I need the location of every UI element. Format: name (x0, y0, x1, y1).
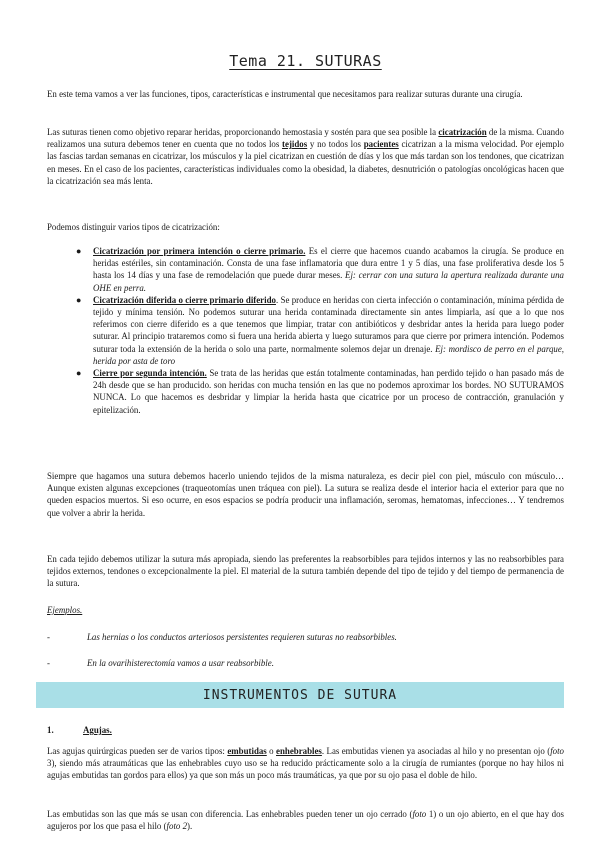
term-enhebrables: enhebrables (276, 746, 322, 756)
needles-text-e: 3), siendo más atraumáticas que las enhebrables cuyo uso se ha reducido prácticamente solo a la cirugía de rumiantes (porque no hay hilos ni agujas embutidas tan gordos para ellos) ya que son más un poco más traumáticas, ya que por su ojo pasa el doble de hilo. (47, 758, 564, 781)
needles-text-c: o (266, 746, 277, 756)
bullet-item-deferred (47, 294, 564, 367)
term-tejidos: tejidos (282, 139, 308, 150)
bullet-head: Cicatrización diferida o cierre primario diferido (93, 294, 276, 305)
objective-text-e: cicatrizan a la misma velocidad. Por ejemplo las fascias tardan semanas en cicatrizar, los músculos y la piel cicatrizan en cuestión de días y los que más tardan son los tendones, que cicatrizan en meses. En el caso de los pacientes, características individuales como la obesidad, la diabetes, desnutrición o patologías oncológicas hacen que la cicatrización sea más lenta. (47, 139, 564, 186)
bullet-dot-icon: ● (76, 368, 82, 379)
bullet-body: Se trata de las heridas que están totalmente contaminadas, han perdido tejido o han pasado más de 24h desde que se han producido. son heridas con mucha tensión en las que no podemos aproximar los bordes. NO SUTURAMOS NUNCA. Lo que hacemos es desbridar y limpiar la herida hasta que cicatrice por un proceso de contracción, granulación y epitelización. (93, 368, 564, 415)
objective-text-a: Las suturas tienen como objetivo reparar heridas, proporcionando hemostasia y sostén para que sea posible la (47, 127, 439, 137)
intro-text: En este tema vamos a ver las funciones, tipos, características e instrumental que necesitamos para realizar suturas durante una cirugía. (47, 89, 523, 99)
needles-paragraph (47, 745, 564, 782)
bullet-body: Es el cierre que hacemos cuando acabamos la cirugía. Se produce en heridas estériles, sin contaminación. Consta de una fase inflamatoria que dura entre 1 y 5 días, una fase proliferativa desde los 5 hasta los 14 días y una fase de remodelación que puede durar meses. (93, 246, 564, 281)
needles-text (47, 745, 564, 782)
embedded-text-c: ). (187, 821, 193, 832)
bullet-item-secondary (47, 367, 564, 416)
section-banner (36, 682, 564, 708)
dash-marker: - (47, 632, 50, 642)
bullet-head: Cicatrización por primera intención o cierre primario. (93, 246, 306, 256)
bullet-example: Ej: cerrar con una sutura la apertura realizada durante una OHE en perra. (93, 270, 564, 293)
types-intro (47, 221, 564, 233)
section-title: INSTRUMENTOS DE SUTURA (202, 688, 398, 703)
embedded-text-a: Las embutidas son las que más se usan con diferencia. Las enhebrables pueden tener un ojo cerrado ( (47, 809, 413, 819)
page-title (47, 52, 564, 70)
dash-marker: - (47, 658, 50, 668)
page-title-text: Tema 21. SUTURAS (229, 52, 382, 70)
tissue-union-paragraph (47, 470, 564, 519)
suture-choice-text: En cada tejido debemos utilizar la sutura más apropiada, siendo las preferentes la reabsorbibles para tejidos internos y las no reabsorbibles para tejidos externos, tendones o excepcionalmente la piel. El material de la sutura también depende del tipo de tejido y del tiempo de permanencia de la sutura. (47, 554, 564, 589)
healing-types-list (47, 245, 564, 416)
bullet-dot-icon: ● (76, 246, 82, 256)
term-embutidas: embutidas (227, 746, 267, 756)
subsection-label: Agujas. (83, 725, 112, 735)
example-text: Las hernias o los conductos arteriosos persistentes requieren suturas no reabsorbibles. (87, 632, 397, 642)
embedded-photo-ref: foto (412, 809, 427, 819)
needles-photo-ref: foto (550, 746, 564, 756)
objective-text-c: de la misma. Cuando realizamos una sutura debemos tener en cuenta que no todos los (47, 127, 564, 150)
bullet-body: . Se produce en heridas con cierta infección o contaminación, mínima pérdida de tejido y mínima tensión. No podemos suturar una herida contaminada directamente sin antes limpiarla, así que a lo que nos referimos con cierre diferido es a que tenemos que limpiar, tratar con antibióticos y desbridar antes la herida para luego poder suturar. Al principio trataremos como si fuera una herida abierta y luego suturamos para que cierre por primera intención. Podemos suturar toda la extensión de la herida o solo una parte, normalmente solemos dejar un drenaje. (93, 294, 564, 354)
embedded-paragraph (47, 808, 564, 832)
bullet-example: Ej: mordisco de perro en el parque, herida por asta de toro (93, 343, 564, 366)
needles-text-d: . Las embutidas vienen ya asociadas al hilo y no presentan ojo ( (321, 746, 551, 756)
embedded-text (47, 808, 564, 832)
term-cicatrizacion: cicatrización (438, 127, 487, 137)
embedded-text-b: 1) o un ojo abierto, en el que hay dos agujeros por los que pasa el hilo ( (47, 809, 564, 832)
bullet-item-primary (47, 245, 564, 294)
needles-text-a: Las agujas quirúrgicas pueden ser de varios tipos: (47, 746, 228, 756)
examples-label (47, 604, 564, 616)
term-pacientes: pacientes (363, 139, 399, 150)
bullet-dot-icon: ● (76, 294, 82, 305)
examples-label-text: Ejemplos. (47, 605, 83, 615)
objective-text (47, 126, 564, 187)
suture-choice-paragraph (47, 553, 564, 590)
objective-text-d: y no todos los (307, 139, 364, 150)
example-text: En la ovarihisterectomía vamos a usar reabsorbible. (87, 658, 274, 668)
intro-paragraph (47, 88, 564, 100)
objective-paragraph (47, 126, 564, 187)
types-intro-text: Podemos distinguir varios tipos de cicatrización: (47, 222, 220, 232)
subsection-number: 1. (47, 725, 54, 735)
embedded-photo-ref-2: foto 2 (166, 821, 188, 832)
tissue-union-text: Siempre que hagamos una sutura debemos hacerlo uniendo tejidos de la misma naturaleza, es decir piel con piel, músculo con músculo… Aunque existen algunas excepciones (traqueotomías unen tráquea con piel). La sutura se realiza desde el interior hacia el exterior para que no queden espacios muertos. Si eso ocurre, en esos espacios se podría producir una inflamación, seromas, hematomas, infecciones… Y tendremos que volver a abrir la herida. (47, 471, 564, 518)
bullet-head: Cierre por segunda intención. (93, 368, 207, 379)
